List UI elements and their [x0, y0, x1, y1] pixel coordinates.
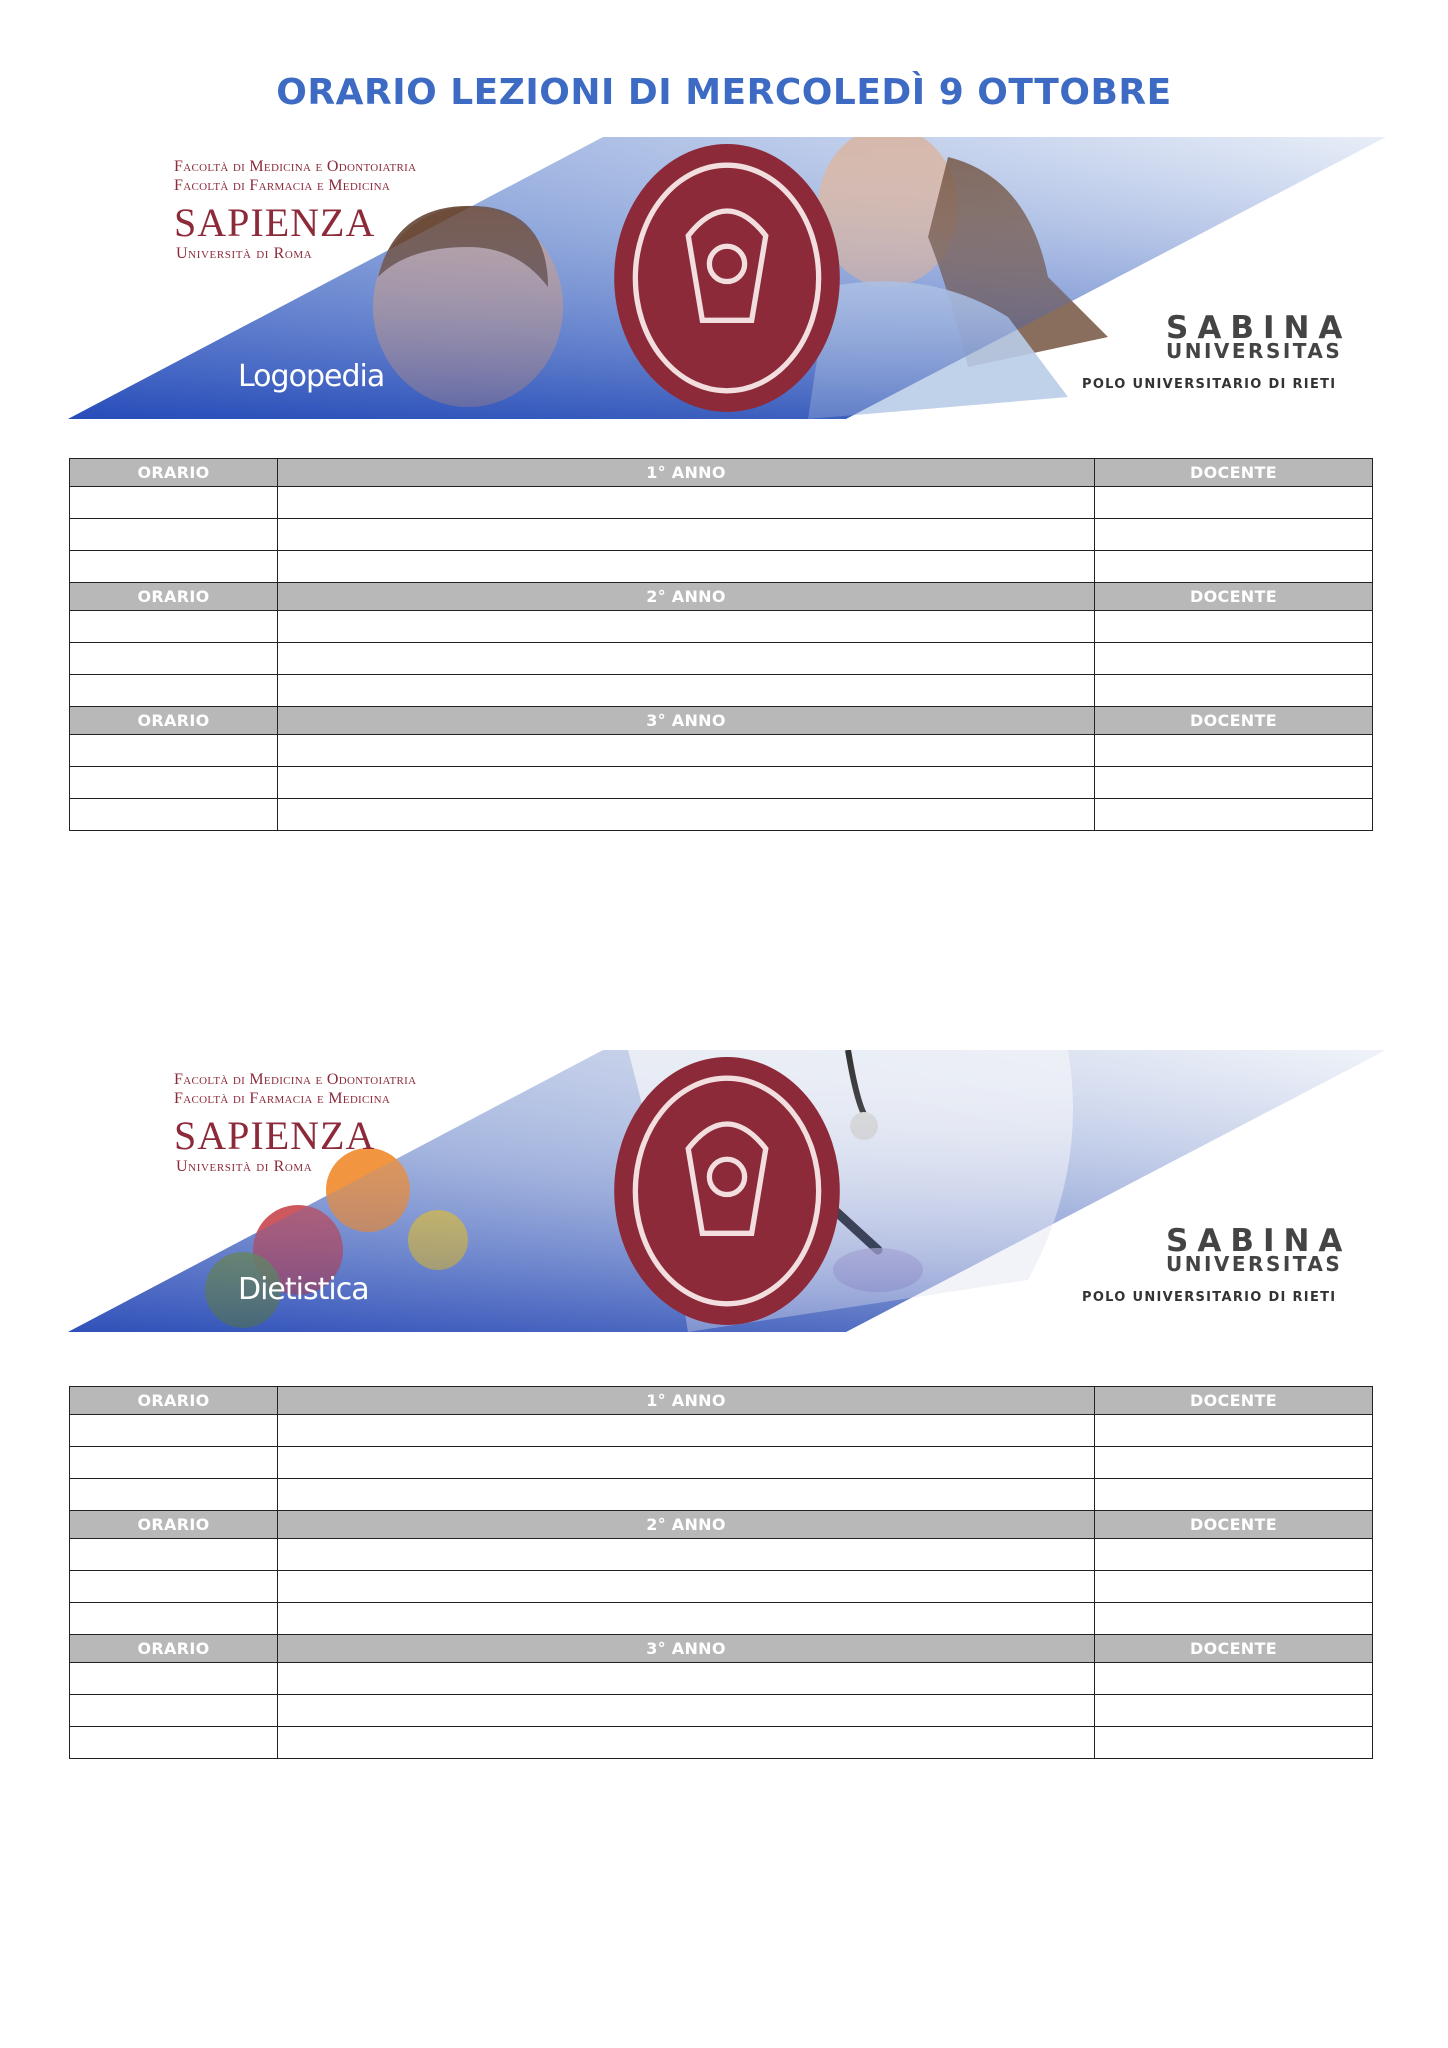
table-row	[70, 551, 1373, 583]
col-header-teacher: DOCENTE	[1095, 1511, 1373, 1539]
cell-lesson[interactable]	[278, 1415, 1095, 1447]
cell-time[interactable]	[70, 675, 278, 707]
cell-teacher[interactable]	[1095, 1727, 1373, 1759]
table-row	[70, 487, 1373, 519]
col-header-teacher: DOCENTE	[1095, 1635, 1373, 1663]
header-row	[70, 459, 1373, 487]
cell-lesson[interactable]	[278, 487, 1095, 519]
sabina-universitas: UNIVERSITAS	[1166, 339, 1343, 363]
cell-teacher[interactable]	[1095, 799, 1373, 831]
sapienza-subtitle: Università di Roma	[176, 1158, 313, 1175]
header-row	[70, 1635, 1373, 1663]
cell-lesson[interactable]	[278, 1603, 1095, 1635]
sabina-logo	[1068, 1222, 1368, 1322]
cell-time[interactable]	[70, 1695, 278, 1727]
banner-logopedia	[68, 137, 1386, 419]
table-row	[70, 1415, 1373, 1447]
cell-teacher[interactable]	[1095, 1603, 1373, 1635]
col-header-year: 1° ANNO	[278, 1387, 1095, 1415]
cell-lesson[interactable]	[278, 1571, 1095, 1603]
table-row	[70, 1727, 1373, 1759]
cell-time[interactable]	[70, 735, 278, 767]
cell-time[interactable]	[70, 1415, 278, 1447]
cell-lesson[interactable]	[278, 675, 1095, 707]
faculty-line-1: Facoltà di Medicina e Odontoiatria	[174, 158, 417, 175]
cell-teacher[interactable]	[1095, 551, 1373, 583]
sabina-tagline: POLO UNIVERSITARIO DI RIETI	[1082, 1290, 1337, 1305]
cell-lesson[interactable]	[278, 1479, 1095, 1511]
cell-time[interactable]	[70, 1447, 278, 1479]
col-header-year: 2° ANNO	[278, 583, 1095, 611]
cell-lesson[interactable]	[278, 735, 1095, 767]
cell-lesson[interactable]	[278, 1727, 1095, 1759]
cell-lesson[interactable]	[278, 1447, 1095, 1479]
table-row	[70, 519, 1373, 551]
table-row	[70, 1479, 1373, 1511]
col-header-teacher: DOCENTE	[1095, 707, 1373, 735]
cell-time[interactable]	[70, 1727, 278, 1759]
cell-time[interactable]	[70, 551, 278, 583]
table-row	[70, 767, 1373, 799]
cell-time[interactable]	[70, 767, 278, 799]
cell-teacher[interactable]	[1095, 1695, 1373, 1727]
course-label: Dietistica	[238, 1272, 369, 1307]
cell-teacher[interactable]	[1095, 611, 1373, 643]
cell-time[interactable]	[70, 519, 278, 551]
cell-lesson[interactable]	[278, 1663, 1095, 1695]
col-header-teacher: DOCENTE	[1095, 583, 1373, 611]
cell-time[interactable]	[70, 1603, 278, 1635]
table-row	[70, 643, 1373, 675]
col-header-time: ORARIO	[70, 1511, 278, 1539]
table-row	[70, 675, 1373, 707]
col-header-time: ORARIO	[70, 1387, 278, 1415]
sapienza-wordmark: SAPIENZA	[174, 1113, 376, 1158]
cell-lesson[interactable]	[278, 767, 1095, 799]
col-header-time: ORARIO	[70, 583, 278, 611]
cell-teacher[interactable]	[1095, 519, 1373, 551]
table-row	[70, 1571, 1373, 1603]
cell-teacher[interactable]	[1095, 675, 1373, 707]
table-row	[70, 1603, 1373, 1635]
header-row	[70, 1387, 1373, 1415]
cell-teacher[interactable]	[1095, 1571, 1373, 1603]
table-row	[70, 611, 1373, 643]
cell-teacher[interactable]	[1095, 1447, 1373, 1479]
cell-teacher[interactable]	[1095, 767, 1373, 799]
cell-teacher[interactable]	[1095, 1415, 1373, 1447]
cell-teacher[interactable]	[1095, 643, 1373, 675]
cell-lesson[interactable]	[278, 1695, 1095, 1727]
sapienza-subtitle: Università di Roma	[176, 245, 313, 262]
table-row	[70, 1539, 1373, 1571]
sabina-name: SABINA	[1166, 310, 1352, 346]
sabina-logo	[1068, 309, 1368, 409]
cell-time[interactable]	[70, 611, 278, 643]
schedule-table-logopedia	[69, 458, 1373, 831]
sabina-name: SABINA	[1166, 1223, 1352, 1259]
cell-teacher[interactable]	[1095, 735, 1373, 767]
header-row	[70, 583, 1373, 611]
cell-lesson[interactable]	[278, 1539, 1095, 1571]
col-header-year: 1° ANNO	[278, 459, 1095, 487]
table-row	[70, 799, 1373, 831]
cell-lesson[interactable]	[278, 799, 1095, 831]
table-row	[70, 1447, 1373, 1479]
col-header-year: 2° ANNO	[278, 1511, 1095, 1539]
cell-time[interactable]	[70, 799, 278, 831]
col-header-year: 3° ANNO	[278, 1635, 1095, 1663]
table-row	[70, 1663, 1373, 1695]
header-row	[70, 1511, 1373, 1539]
sabina-universitas: UNIVERSITAS	[1166, 1252, 1343, 1276]
banner-dietistica	[68, 1050, 1386, 1332]
cell-time[interactable]	[70, 1479, 278, 1511]
cell-lesson[interactable]	[278, 551, 1095, 583]
table-row	[70, 735, 1373, 767]
cell-time[interactable]	[70, 1663, 278, 1695]
cell-time[interactable]	[70, 643, 278, 675]
faculty-line-1: Facoltà di Medicina e Odontoiatria	[174, 1071, 417, 1088]
col-header-time: ORARIO	[70, 707, 278, 735]
col-header-teacher: DOCENTE	[1095, 1387, 1373, 1415]
header-row	[70, 707, 1373, 735]
course-label: Logopedia	[238, 359, 385, 394]
sabina-tagline: POLO UNIVERSITARIO DI RIETI	[1082, 377, 1337, 392]
cell-teacher[interactable]	[1095, 487, 1373, 519]
cell-lesson[interactable]	[278, 611, 1095, 643]
faculty-line-2: Facoltà di Farmacia e Medicina	[174, 1090, 391, 1107]
cell-time[interactable]	[70, 487, 278, 519]
faculty-line-2: Facoltà di Farmacia e Medicina	[174, 177, 391, 194]
cell-teacher[interactable]	[1095, 1539, 1373, 1571]
cell-time[interactable]	[70, 1571, 278, 1603]
col-header-time: ORARIO	[70, 459, 278, 487]
col-header-teacher: DOCENTE	[1095, 459, 1373, 487]
table-row	[70, 1695, 1373, 1727]
cell-lesson[interactable]	[278, 643, 1095, 675]
col-header-year: 3° ANNO	[278, 707, 1095, 735]
cell-teacher[interactable]	[1095, 1479, 1373, 1511]
sapienza-wordmark: SAPIENZA	[174, 200, 376, 245]
col-header-time: ORARIO	[70, 1635, 278, 1663]
schedule-table-dietistica	[69, 1386, 1373, 1759]
page-title: ORARIO LEZIONI DI MERCOLEDÌ 9 OTTOBRE	[276, 72, 1172, 113]
cell-teacher[interactable]	[1095, 1663, 1373, 1695]
cell-lesson[interactable]	[278, 519, 1095, 551]
cell-time[interactable]	[70, 1539, 278, 1571]
